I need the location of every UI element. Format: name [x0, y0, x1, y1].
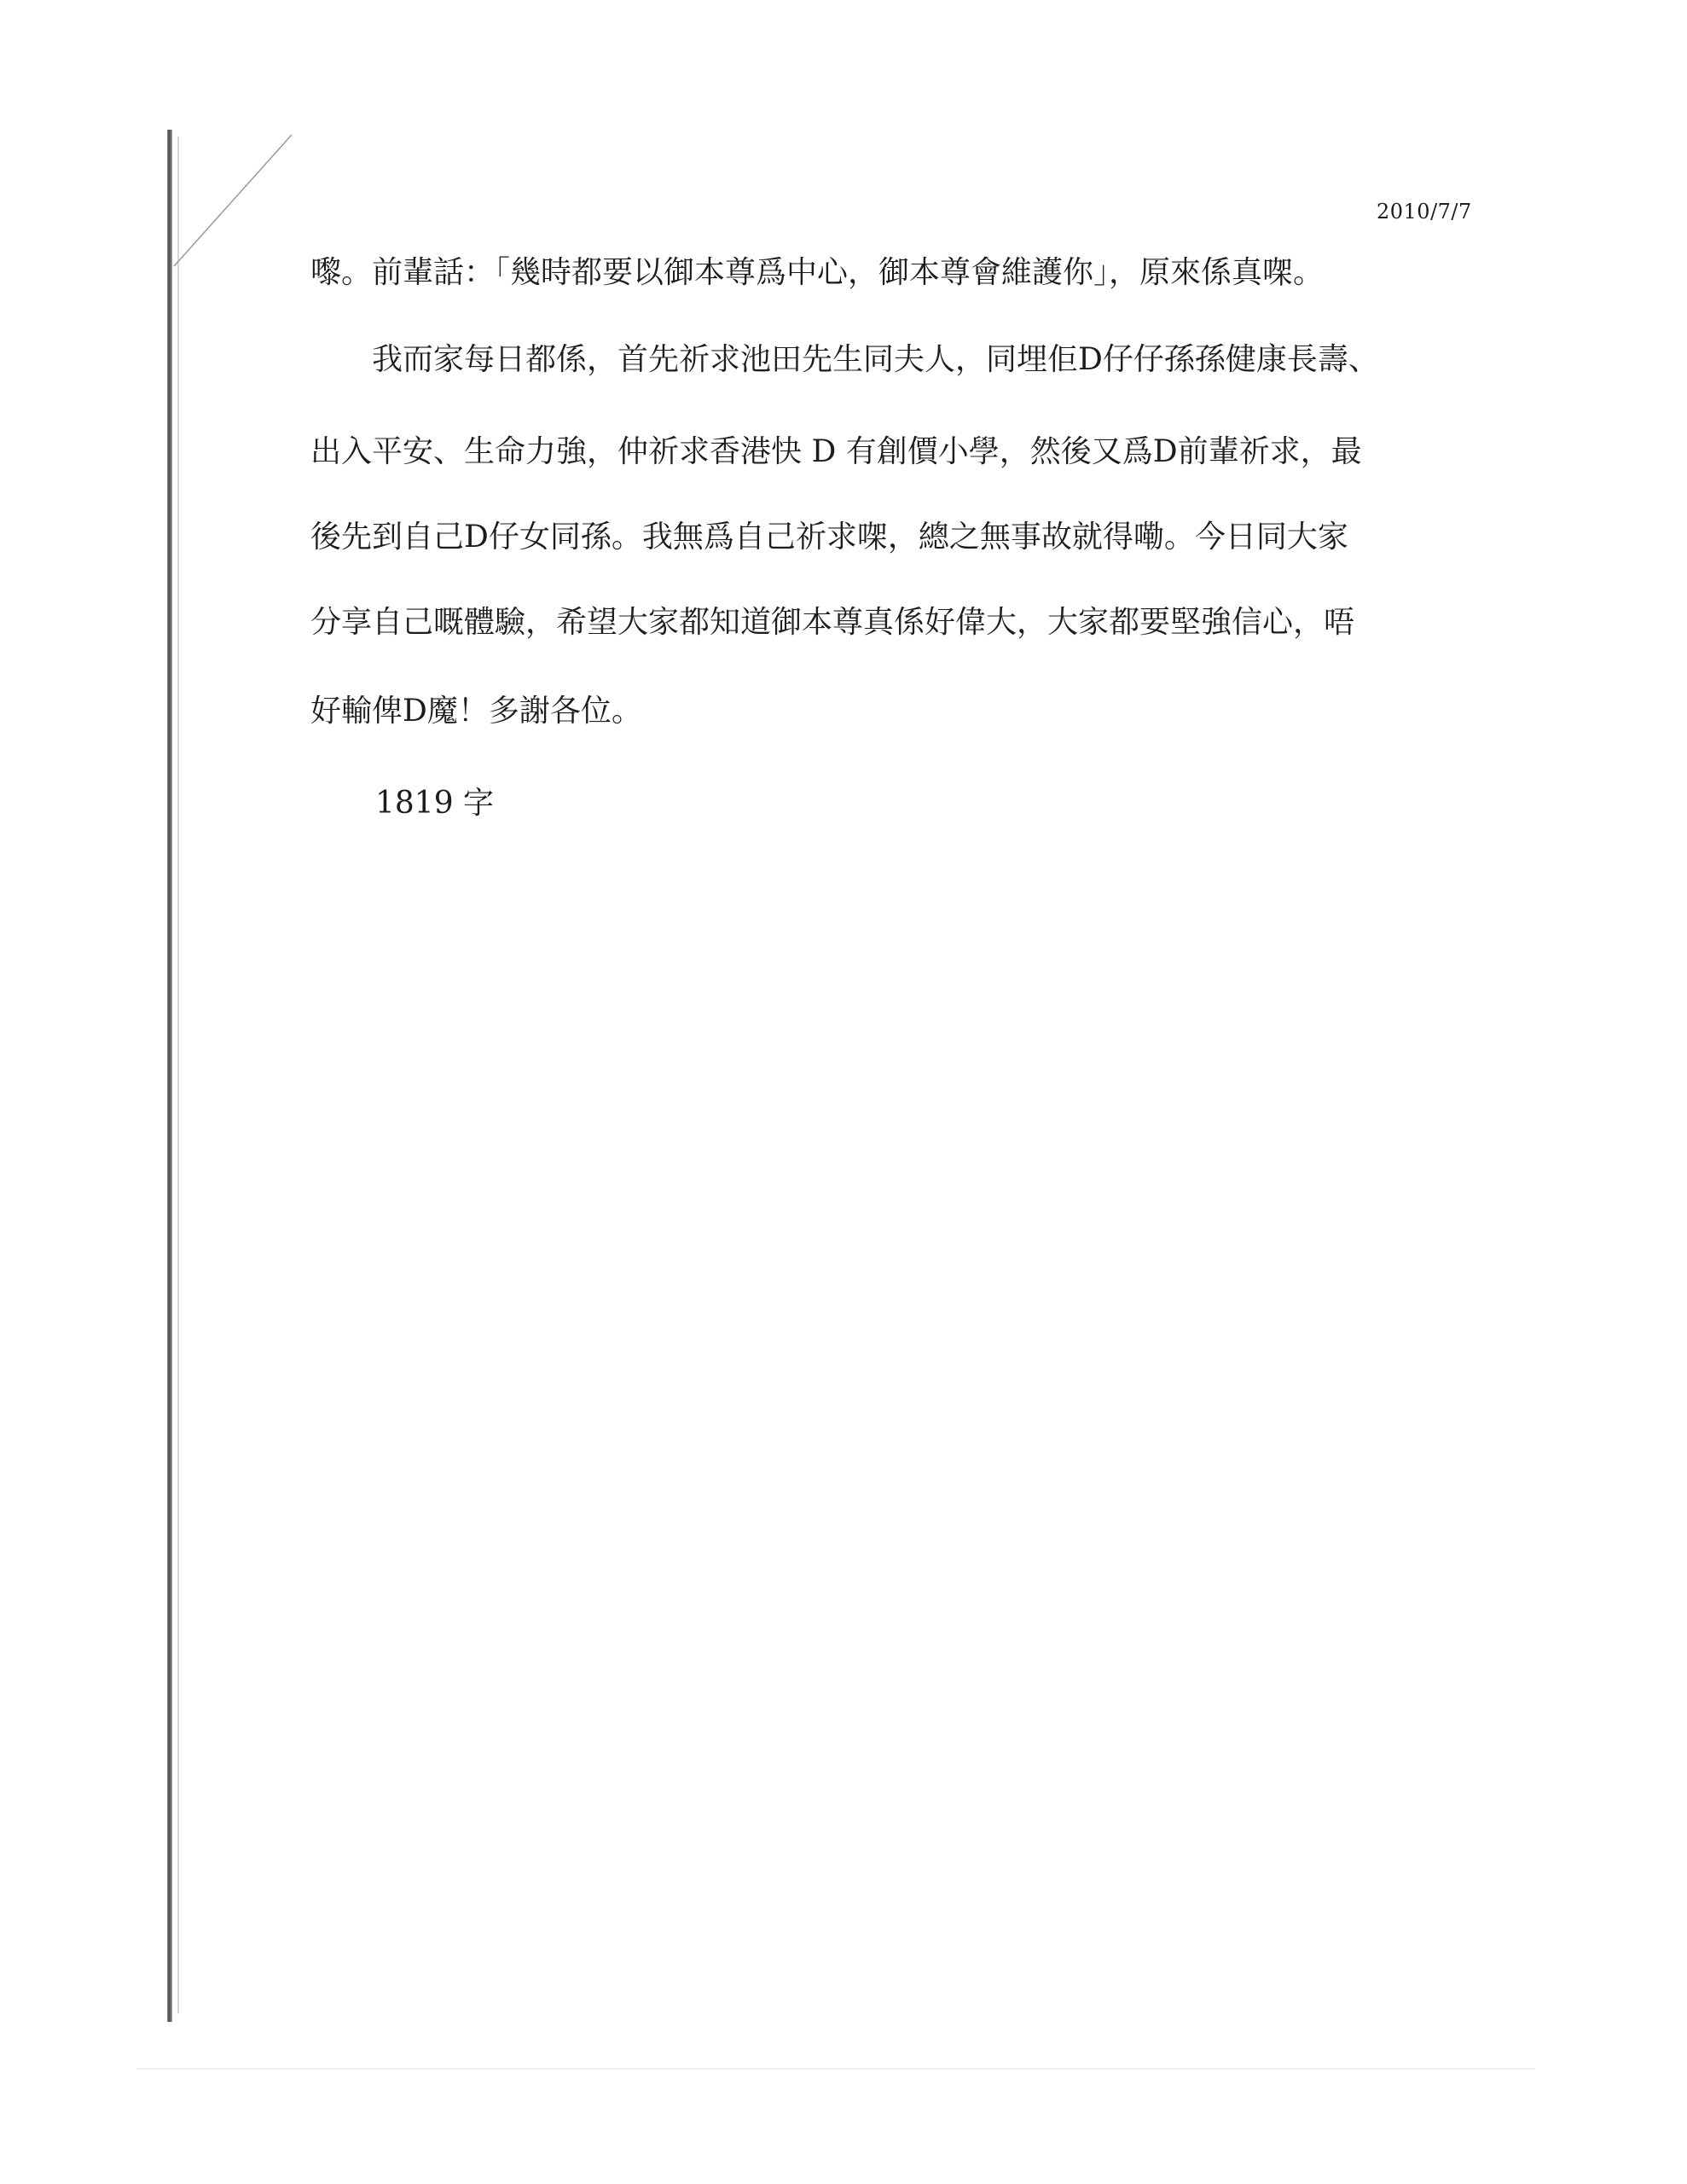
word-count: 1819 字 [375, 786, 495, 821]
text-line-1: 嚟。前輩話：「幾時都要以御本尊爲中心，御本尊會維護你」，原來係真㗎。 [310, 255, 1325, 290]
text-line-6: 好輸俾D魔！多謝各位。 [310, 694, 642, 729]
scan-binding-shadow [177, 136, 179, 2013]
text-line-4: 後先到自己D仔女同孫。我無爲自己祈求㗎，總之無事故就得嘞。今日同大家 [310, 520, 1348, 555]
document-date: 2010/7/7 [1377, 200, 1472, 224]
text-line-5: 分享自己嘅體驗，希望大家都知道御本尊真係好偉大，大家都要堅強信心，唔 [310, 605, 1355, 640]
text-line-3: 出入平安、生命力強，仲祈求香港快 D 有創價小學，然後又爲D前輩祈求，最 [310, 434, 1362, 469]
corner-fold-mark [167, 128, 338, 273]
text-line-2: 我而家每日都係，首先祈求池田先生同夫人，同埋佢D仔仔孫孫健康長壽、 [310, 342, 1379, 377]
page-bottom-edge [136, 2068, 1535, 2070]
scan-binding-edge [167, 130, 172, 2022]
